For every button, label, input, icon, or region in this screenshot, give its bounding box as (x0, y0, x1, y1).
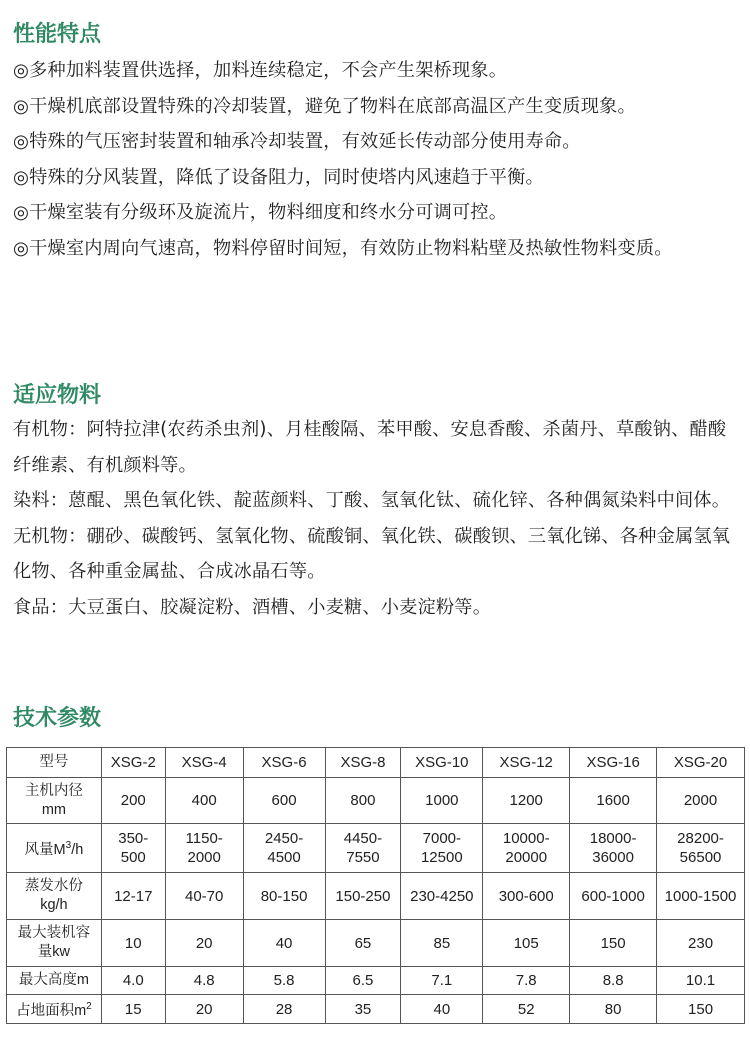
spec-cell: 800 (325, 778, 401, 824)
spec-row-power (7, 920, 745, 967)
spec-header-model: XSG-20 (657, 748, 745, 778)
spec-cell: 80 (570, 995, 657, 1024)
materials-title: 适应物料 (13, 383, 102, 408)
material-item-food: 食品：大豆蛋白、胶凝淀粉、酒槽、小麦糖、小麦淀粉等。 (13, 596, 492, 618)
spec-cell: 1000 (401, 778, 483, 824)
spec-cell: 20 (165, 995, 243, 1024)
spec-header-row (7, 748, 745, 778)
spec-cell: 28 (243, 995, 325, 1024)
spec-cell: 65 (325, 920, 401, 967)
spec-cell: 200 (101, 778, 165, 824)
spec-header-model: XSG-16 (570, 748, 657, 778)
spec-cell: 40 (243, 920, 325, 967)
spec-row-label: 风量$M^3/h$ (7, 824, 102, 873)
spec-cell: 350- 500 (101, 824, 165, 873)
spec-header-model: XSG-10 (401, 748, 483, 778)
spec-cell: 1150- 2000 (165, 824, 243, 873)
spec-row-airflow (7, 824, 745, 873)
spec-row-diameter (7, 778, 745, 824)
spec-header-label: 型号 (7, 748, 102, 778)
spec-cell: 10 (101, 920, 165, 967)
spec-cell: 4.8 (165, 967, 243, 995)
spec-cell: 35 (325, 995, 401, 1024)
spec-cell: 1600 (570, 778, 657, 824)
spec-cell: 80-150 (243, 873, 325, 920)
spec-cell: 40-70 (165, 873, 243, 920)
spec-header-model: XSG-8 (325, 748, 401, 778)
spec-cell: 600-1000 (570, 873, 657, 920)
spec-cell: 1000-1500 (657, 873, 745, 920)
spec-cell: 10.1 (657, 967, 745, 995)
features-title: 性能特点 (13, 22, 102, 47)
spec-cell: 230 (657, 920, 745, 967)
spec-header-model: XSG-6 (243, 748, 325, 778)
spec-cell: 18000- 36000 (570, 824, 657, 873)
spec-row-label: 最大高度m (7, 967, 102, 995)
spec-cell: 2450- 4500 (243, 824, 325, 873)
spec-cell: 2000 (657, 778, 745, 824)
feature-list (13, 53, 741, 266)
spec-cell: 20 (165, 920, 243, 967)
spec-row-height (7, 967, 745, 995)
spec-cell: 6.5 (325, 967, 401, 995)
spec-header-model: XSG-4 (165, 748, 243, 778)
material-item-organic: 有机物：阿特拉津(农药杀虫剂)、月桂酸隔、苯甲酸、安息香酸、杀菌丹、草酸钠、醋酸纤维素、有机颜料等。 (13, 419, 727, 476)
material-item-dye: 染料：蒽醌、黑色氧化铁、靛蓝颜料、丁酸、氢氧化钛、硫化锌、各种偶氮染料中间体。 (13, 490, 731, 511)
spec-cell: 12-17 (101, 873, 165, 920)
feature-item: ◎干燥室装有分级环及旋流片，物料细度和终水分可调可控。 (13, 202, 508, 223)
spec-cell: 52 (483, 995, 570, 1024)
spec-cell: 105 (483, 920, 570, 967)
spec-table (6, 747, 745, 1024)
spec-cell: 7.1 (401, 967, 483, 995)
feature-item: ◎特殊的气压密封装置和轴承冷却装置，有效延长传动部分使用寿命。 (13, 131, 581, 152)
feature-item: ◎多种加料装置供选择，加料连续稳定，不会产生架桥现象。 (13, 60, 508, 81)
specs-title: 技术参数 (13, 706, 102, 731)
material-item-inorganic: 无机物：硼砂、碳酸钙、氢氧化物、硫酸铜、氧化铁、碳酸钡、三氧化锑、各种金属氢氧化物、各种重金属盐、合成冰晶石等。 (13, 525, 731, 582)
spec-cell: 1200 (483, 778, 570, 824)
spec-cell: 4450- 7550 (325, 824, 401, 873)
feature-item: ◎干燥室内周向气速高，物料停留时间短，有效防止物料粘壁及热敏性物料变质。 (13, 237, 673, 259)
spec-cell: 28200- 56500 (657, 824, 745, 873)
spec-row-label: 主机内径 mm (7, 778, 102, 824)
spec-cell: 8.8 (570, 967, 657, 995)
spec-cell: 10000- 20000 (483, 824, 570, 873)
material-list (13, 412, 741, 625)
spec-header-model: XSG-12 (483, 748, 570, 778)
spec-cell: 150-250 (325, 873, 401, 920)
spec-row-label: 占地面积$m^2$ (7, 995, 102, 1024)
spec-cell: 7000- 12500 (401, 824, 483, 873)
spec-cell: 4.0 (101, 967, 165, 995)
spec-cell: 600 (243, 778, 325, 824)
spec-cell: 15 (101, 995, 165, 1024)
spec-cell: 85 (401, 920, 483, 967)
spec-header-model: XSG-2 (101, 748, 165, 778)
spec-cell: 5.8 (243, 967, 325, 995)
spec-cell: 7.8 (483, 967, 570, 995)
spec-row-label: 最大装机容 量kw (7, 920, 102, 967)
spec-row-label: 蒸发水份 kg/h (7, 873, 102, 920)
spec-row-footprint (7, 995, 745, 1024)
spec-cell: 300-600 (483, 873, 570, 920)
spec-cell: 150 (657, 995, 745, 1024)
spec-cell: 150 (570, 920, 657, 967)
spec-cell: 40 (401, 995, 483, 1024)
spec-cell: 230-4250 (401, 873, 483, 920)
spec-row-evaporation (7, 873, 745, 920)
feature-item: ◎特殊的分风装置，降低了设备阻力，同时使塔内风速趋于平衡。 (13, 166, 544, 188)
spec-cell: 400 (165, 778, 243, 824)
feature-item: ◎干燥机底部设置特殊的冷却装置，避免了物料在底部高温区产生变质现象。 (13, 95, 636, 117)
